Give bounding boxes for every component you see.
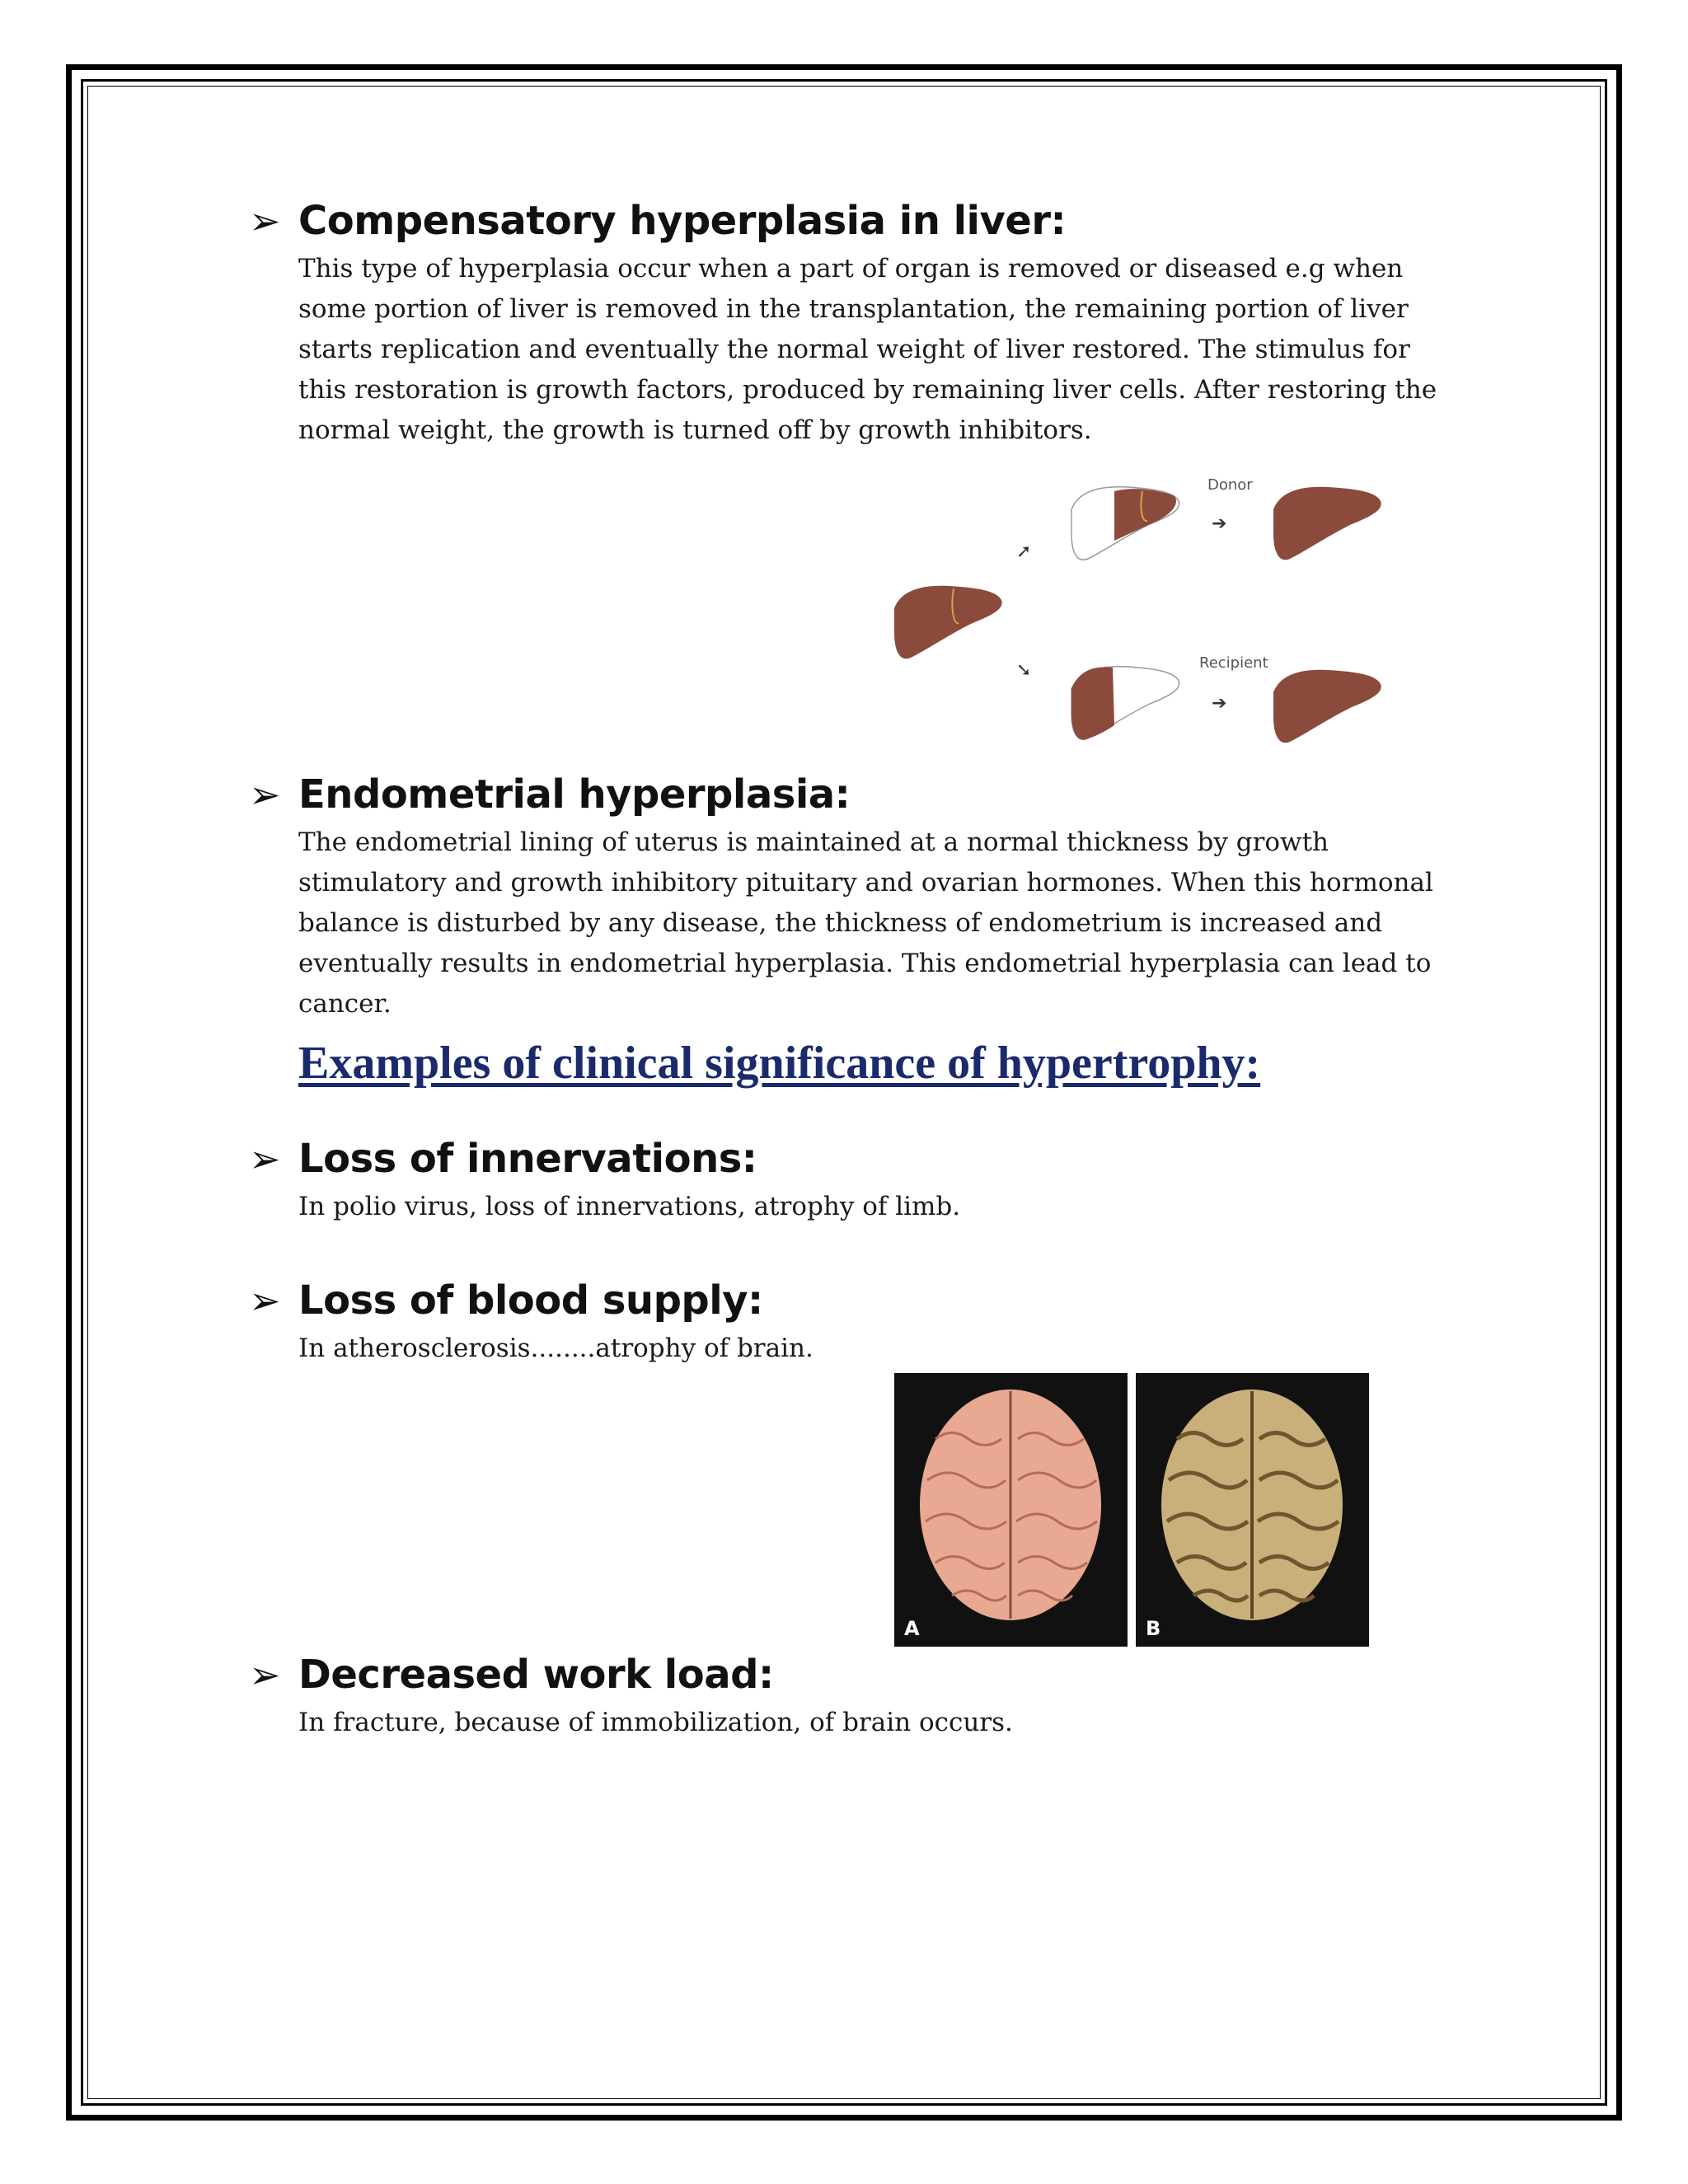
body-line: The endometrial lining of uterus is maintained at a normal thickness by growth [298,827,1329,857]
brain-panel-b [1136,1373,1369,1647]
arrow-right-icon: ➔ [1212,513,1227,534]
section-heading [249,1652,1485,1698]
body-line: In fracture, because of immobilization, of brain occurs. [298,1708,1013,1737]
section-heading [249,1277,1485,1324]
arrow-right-icon: ➔ [1212,693,1227,714]
body-line: cancer. [298,989,392,1019]
liver-diagram [886,468,1414,748]
section-body [298,1703,1485,1743]
body-line: starts replication and eventually the normal weight of liver restored. The stimulus for [298,335,1410,364]
section-heading [249,198,1485,244]
section-body [298,1329,1485,1369]
section-body [298,823,1485,1024]
section-heading [249,771,1485,818]
arrow-bullet-icon: ➢ [249,1652,281,1697]
section-decreased-work-load [249,1652,1485,1743]
arrow-down-right-icon: ➘ [1016,660,1032,681]
heading-text: Compensatory hyperplasia in liver: [298,198,1067,244]
section-loss-of-innervations [249,1136,1485,1227]
arrow-bullet-icon: ➢ [249,1278,281,1323]
body-line: stimulatory and growth inhibitory pituitary and ovarian hormones. When this hormonal [298,868,1433,898]
donor-label: Donor [1207,476,1253,494]
recipient-liver-partial [1071,667,1179,740]
section-body [298,249,1485,451]
source-liver [894,586,1002,659]
atrophic-brain-image [1136,1373,1369,1647]
body-line: This type of hyperplasia occur when a part of organ is removed or diseased e.g when [298,254,1404,284]
body-line: balance is disturbed by any disease, the thickness of endometrium is increased and [298,908,1383,938]
body-line: eventually results in endometrial hyperplasia. This endometrial hyperplasia can lead to [298,949,1432,978]
section-loss-of-blood-supply [249,1277,1485,1369]
donor-liver-regenerated [1273,487,1381,560]
body-line: In atherosclerosis........atrophy of brain. [298,1333,814,1363]
panel-label-b: B [1146,1617,1161,1640]
brain-atrophy-figure [894,1373,1369,1647]
body-line: this restoration is growth factors, produced by remaining liver cells. After restoring the [298,375,1437,405]
donor-liver-partial [1071,487,1179,560]
section-body [298,1187,1485,1227]
recipient-liver-regenerated [1273,670,1381,743]
arrow-bullet-icon: ➢ [249,199,281,243]
arrow-up-right-icon: ➚ [1016,541,1032,562]
arrow-bullet-icon: ➢ [249,772,281,817]
heading-text: Loss of blood supply: [298,1277,763,1324]
section-compensatory-hyperplasia [249,198,1485,451]
normal-brain-image [894,1373,1128,1647]
arrow-bullet-icon: ➢ [249,1137,281,1181]
heading-text: Endometrial hyperplasia: [298,771,851,818]
brain-panel-a [894,1373,1128,1647]
section-heading [249,1136,1485,1182]
examples-title: Examples of clinical significance of hypertrophy: [298,1038,1261,1089]
panel-label-a: A [904,1617,920,1640]
heading-text: Loss of innervations: [298,1136,757,1182]
section-endometrial-hyperplasia [249,771,1485,1024]
recipient-label: Recipient [1199,654,1268,672]
body-line: In polio virus, loss of innervations, atrophy of limb. [298,1192,961,1221]
body-line: normal weight, the growth is turned off by growth inhibitors. [298,415,1092,445]
heading-text: Decreased work load: [298,1652,774,1698]
liver-transplant-figure [886,468,1414,748]
body-line: some portion of liver is removed in the transplantation, the remaining portion of liver [298,294,1409,324]
